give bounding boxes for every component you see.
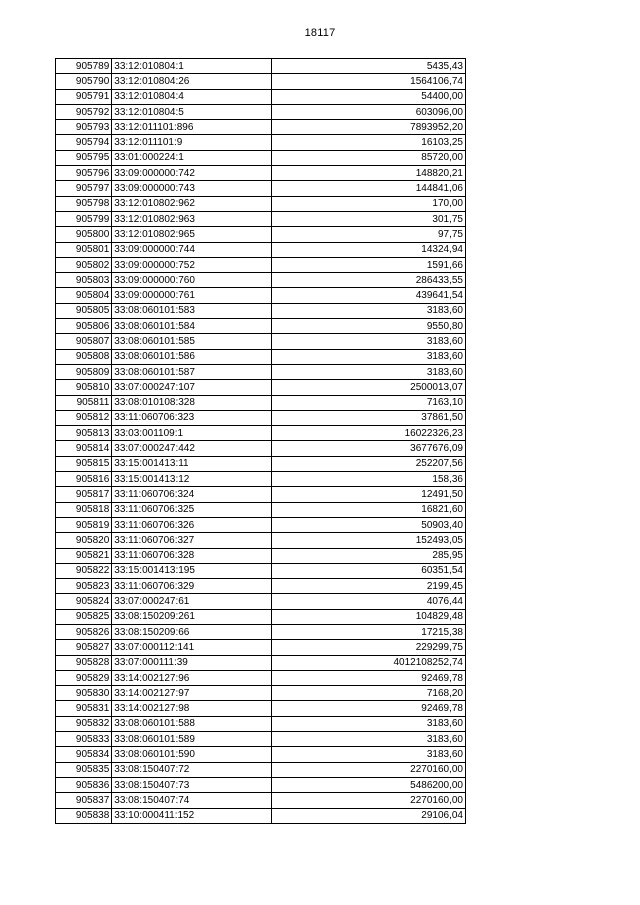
cadastral-number-cell: 33:08:060101:590 (112, 747, 272, 762)
table-row (56, 135, 466, 150)
value-cell: 144841,06 (272, 181, 466, 196)
cadastral-number-cell: 33:14:002127:96 (112, 670, 272, 685)
value-cell: 7168,20 (272, 686, 466, 701)
value-cell: 97,75 (272, 227, 466, 242)
row-id-cell: 905810 (56, 380, 112, 395)
cadastral-number-cell: 33:08:150209:66 (112, 624, 272, 639)
table-row (56, 701, 466, 716)
value-cell: 1564106,74 (272, 74, 466, 89)
table-row (56, 563, 466, 578)
table-row (56, 227, 466, 242)
cadastral-number-cell: 33:12:011101:896 (112, 120, 272, 135)
cadastral-number-cell: 33:09:000000:760 (112, 273, 272, 288)
table-row (56, 150, 466, 165)
value-cell: 7163,10 (272, 395, 466, 410)
row-id-cell: 905801 (56, 242, 112, 257)
value-cell: 3183,60 (272, 747, 466, 762)
value-cell: 2500013,07 (272, 380, 466, 395)
table-row (56, 441, 466, 456)
cadastral-number-cell: 33:08:150209:261 (112, 609, 272, 624)
table-row (56, 349, 466, 364)
table-row (56, 548, 466, 563)
cadastral-number-cell: 33:11:060706:329 (112, 579, 272, 594)
cadastral-number-cell: 33:11:060706:327 (112, 533, 272, 548)
table-row (56, 594, 466, 609)
table-row (56, 655, 466, 670)
cadastral-number-cell: 33:15:001413:195 (112, 563, 272, 578)
row-id-cell: 905822 (56, 563, 112, 578)
table-row (56, 808, 466, 823)
table-row (56, 395, 466, 410)
table-row (56, 334, 466, 349)
row-id-cell: 905838 (56, 808, 112, 823)
table-row (56, 777, 466, 792)
cadastral-number-cell: 33:11:060706:325 (112, 502, 272, 517)
row-id-cell: 905821 (56, 548, 112, 563)
value-cell: 3677676,09 (272, 441, 466, 456)
value-cell: 3183,60 (272, 349, 466, 364)
cadastral-number-cell: 33:10:000411:152 (112, 808, 272, 823)
value-cell: 4012108252,74 (272, 655, 466, 670)
table-row (56, 273, 466, 288)
value-cell: 3183,60 (272, 303, 466, 318)
table-row (56, 456, 466, 471)
table-row (56, 609, 466, 624)
value-cell: 29106,04 (272, 808, 466, 823)
value-cell: 2270160,00 (272, 793, 466, 808)
value-cell: 104829,48 (272, 609, 466, 624)
value-cell: 152493,05 (272, 533, 466, 548)
cadastral-number-cell: 33:07:000247:442 (112, 441, 272, 456)
table-row (56, 716, 466, 731)
cadastral-number-cell: 33:12:010802:963 (112, 211, 272, 226)
table-row (56, 242, 466, 257)
table-row (56, 303, 466, 318)
value-cell: 301,75 (272, 211, 466, 226)
cadastral-number-cell: 33:07:000247:61 (112, 594, 272, 609)
value-cell: 2270160,00 (272, 762, 466, 777)
row-id-cell: 905789 (56, 59, 112, 74)
value-cell: 2199,45 (272, 579, 466, 594)
value-cell: 3183,60 (272, 732, 466, 747)
cadastral-number-cell: 33:08:060101:589 (112, 732, 272, 747)
table-row (56, 181, 466, 196)
row-id-cell: 905809 (56, 364, 112, 379)
row-id-cell: 905806 (56, 319, 112, 334)
table-row (56, 517, 466, 532)
cadastral-number-cell: 33:07:000112:141 (112, 640, 272, 655)
row-id-cell: 905797 (56, 181, 112, 196)
table-row (56, 410, 466, 425)
value-cell: 9550,80 (272, 319, 466, 334)
value-cell: 158,36 (272, 472, 466, 487)
table-row (56, 288, 466, 303)
row-id-cell: 905832 (56, 716, 112, 731)
value-cell: 170,00 (272, 196, 466, 211)
row-id-cell: 905820 (56, 533, 112, 548)
cadastral-number-cell: 33:07:000247:107 (112, 380, 272, 395)
cadastral-number-cell: 33:14:002127:97 (112, 686, 272, 701)
value-cell: 16022326,23 (272, 426, 466, 441)
table-row (56, 640, 466, 655)
value-cell: 3183,60 (272, 364, 466, 379)
cadastral-number-cell: 33:09:000000:752 (112, 257, 272, 272)
row-id-cell: 905790 (56, 74, 112, 89)
value-cell: 4076,44 (272, 594, 466, 609)
cadastral-number-cell: 33:08:060101:586 (112, 349, 272, 364)
table-row (56, 120, 466, 135)
table-row (56, 196, 466, 211)
row-id-cell: 905792 (56, 104, 112, 119)
table-row (56, 257, 466, 272)
row-id-cell: 905837 (56, 793, 112, 808)
table-row (56, 426, 466, 441)
cadastral-number-cell: 33:08:060101:585 (112, 334, 272, 349)
cadastral-number-cell: 33:08:150407:74 (112, 793, 272, 808)
row-id-cell: 905823 (56, 579, 112, 594)
cadastral-number-cell: 33:12:010802:965 (112, 227, 272, 242)
value-cell: 148820,21 (272, 166, 466, 181)
value-cell: 17215,38 (272, 624, 466, 639)
value-cell: 92469,78 (272, 670, 466, 685)
table-row (56, 670, 466, 685)
cadastral-number-cell: 33:12:010804:4 (112, 89, 272, 104)
table-row (56, 104, 466, 119)
table-row (56, 472, 466, 487)
cadastral-number-cell: 33:07:000111:39 (112, 655, 272, 670)
cadastral-number-cell: 33:11:060706:324 (112, 487, 272, 502)
table-row (56, 747, 466, 762)
row-id-cell: 905834 (56, 747, 112, 762)
table-row (56, 319, 466, 334)
row-id-cell: 905830 (56, 686, 112, 701)
row-id-cell: 905829 (56, 670, 112, 685)
value-cell: 603096,00 (272, 104, 466, 119)
row-id-cell: 905793 (56, 120, 112, 135)
value-cell: 252207,56 (272, 456, 466, 471)
cadastral-number-cell: 33:11:060706:323 (112, 410, 272, 425)
cadastral-number-cell: 33:09:000000:744 (112, 242, 272, 257)
value-cell: 16103,25 (272, 135, 466, 150)
page-number: 18117 (304, 27, 336, 39)
table-row (56, 579, 466, 594)
value-cell: 14324,94 (272, 242, 466, 257)
table-row (56, 624, 466, 639)
cadastral-number-cell: 33:08:060101:583 (112, 303, 272, 318)
cadastral-number-cell: 33:09:000000:761 (112, 288, 272, 303)
table-body (56, 59, 466, 824)
row-id-cell: 905791 (56, 89, 112, 104)
row-id-cell: 905831 (56, 701, 112, 716)
row-id-cell: 905799 (56, 211, 112, 226)
cadastral-number-cell: 33:14:002127:98 (112, 701, 272, 716)
value-cell: 50903,40 (272, 517, 466, 532)
table-row (56, 364, 466, 379)
value-cell: 229299,75 (272, 640, 466, 655)
row-id-cell: 905802 (56, 257, 112, 272)
value-cell: 5435,43 (272, 59, 466, 74)
row-id-cell: 905826 (56, 624, 112, 639)
row-id-cell: 905796 (56, 166, 112, 181)
cadastral-number-cell: 33:08:010108:328 (112, 395, 272, 410)
row-id-cell: 905825 (56, 609, 112, 624)
row-id-cell: 905800 (56, 227, 112, 242)
value-cell: 37861,50 (272, 410, 466, 425)
table-row (56, 732, 466, 747)
cadastral-number-cell: 33:12:010804:5 (112, 104, 272, 119)
row-id-cell: 905798 (56, 196, 112, 211)
cadastral-number-cell: 33:15:001413:11 (112, 456, 272, 471)
value-cell: 1591,66 (272, 257, 466, 272)
cadastral-number-cell: 33:12:011101:9 (112, 135, 272, 150)
value-cell: 60351,54 (272, 563, 466, 578)
cadastral-number-cell: 33:09:000000:742 (112, 166, 272, 181)
row-id-cell: 905814 (56, 441, 112, 456)
value-cell: 439641,54 (272, 288, 466, 303)
row-id-cell: 905828 (56, 655, 112, 670)
value-cell: 85720,00 (272, 150, 466, 165)
table-row (56, 59, 466, 74)
row-id-cell: 905836 (56, 777, 112, 792)
row-id-cell: 905807 (56, 334, 112, 349)
table-row (56, 533, 466, 548)
table-row (56, 487, 466, 502)
table-row (56, 502, 466, 517)
row-id-cell: 905818 (56, 502, 112, 517)
cadastral-number-cell: 33:12:010802:962 (112, 196, 272, 211)
row-id-cell: 905824 (56, 594, 112, 609)
table-row (56, 211, 466, 226)
cadastral-number-cell: 33:15:001413:12 (112, 472, 272, 487)
row-id-cell: 905817 (56, 487, 112, 502)
table-row (56, 89, 466, 104)
row-id-cell: 905813 (56, 426, 112, 441)
cadastral-number-cell: 33:08:060101:587 (112, 364, 272, 379)
row-id-cell: 905811 (56, 395, 112, 410)
row-id-cell: 905835 (56, 762, 112, 777)
cadastral-number-cell: 33:11:060706:326 (112, 517, 272, 532)
table-row (56, 793, 466, 808)
table-row (56, 762, 466, 777)
value-cell: 54400,00 (272, 89, 466, 104)
row-id-cell: 905816 (56, 472, 112, 487)
row-id-cell: 905819 (56, 517, 112, 532)
cadastral-number-cell: 33:09:000000:743 (112, 181, 272, 196)
cadastral-number-cell: 33:01:000224:1 (112, 150, 272, 165)
cadastral-number-cell: 33:11:060706:328 (112, 548, 272, 563)
row-id-cell: 905794 (56, 135, 112, 150)
row-id-cell: 905808 (56, 349, 112, 364)
table-row (56, 686, 466, 701)
table-row (56, 380, 466, 395)
cadastral-number-cell: 33:08:150407:73 (112, 777, 272, 792)
cadastral-number-cell: 33:08:060101:588 (112, 716, 272, 731)
row-id-cell: 905833 (56, 732, 112, 747)
cadastral-number-cell: 33:03:001109:1 (112, 426, 272, 441)
table-row (56, 166, 466, 181)
value-cell: 5486200,00 (272, 777, 466, 792)
value-cell: 3183,60 (272, 716, 466, 731)
value-cell: 3183,60 (272, 334, 466, 349)
cadastral-number-cell: 33:12:010804:1 (112, 59, 272, 74)
value-cell: 286433,55 (272, 273, 466, 288)
row-id-cell: 905805 (56, 303, 112, 318)
value-cell: 92469,78 (272, 701, 466, 716)
row-id-cell: 905803 (56, 273, 112, 288)
value-cell: 12491,50 (272, 487, 466, 502)
value-cell: 7893952,20 (272, 120, 466, 135)
value-cell: 285,95 (272, 548, 466, 563)
cadastral-number-cell: 33:12:010804:26 (112, 74, 272, 89)
cadastral-value-table (55, 58, 466, 824)
value-cell: 16821,60 (272, 502, 466, 517)
row-id-cell: 905795 (56, 150, 112, 165)
cadastral-number-cell: 33:08:060101:584 (112, 319, 272, 334)
cadastral-number-cell: 33:08:150407:72 (112, 762, 272, 777)
row-id-cell: 905812 (56, 410, 112, 425)
table-row (56, 74, 466, 89)
row-id-cell: 905815 (56, 456, 112, 471)
row-id-cell: 905827 (56, 640, 112, 655)
row-id-cell: 905804 (56, 288, 112, 303)
